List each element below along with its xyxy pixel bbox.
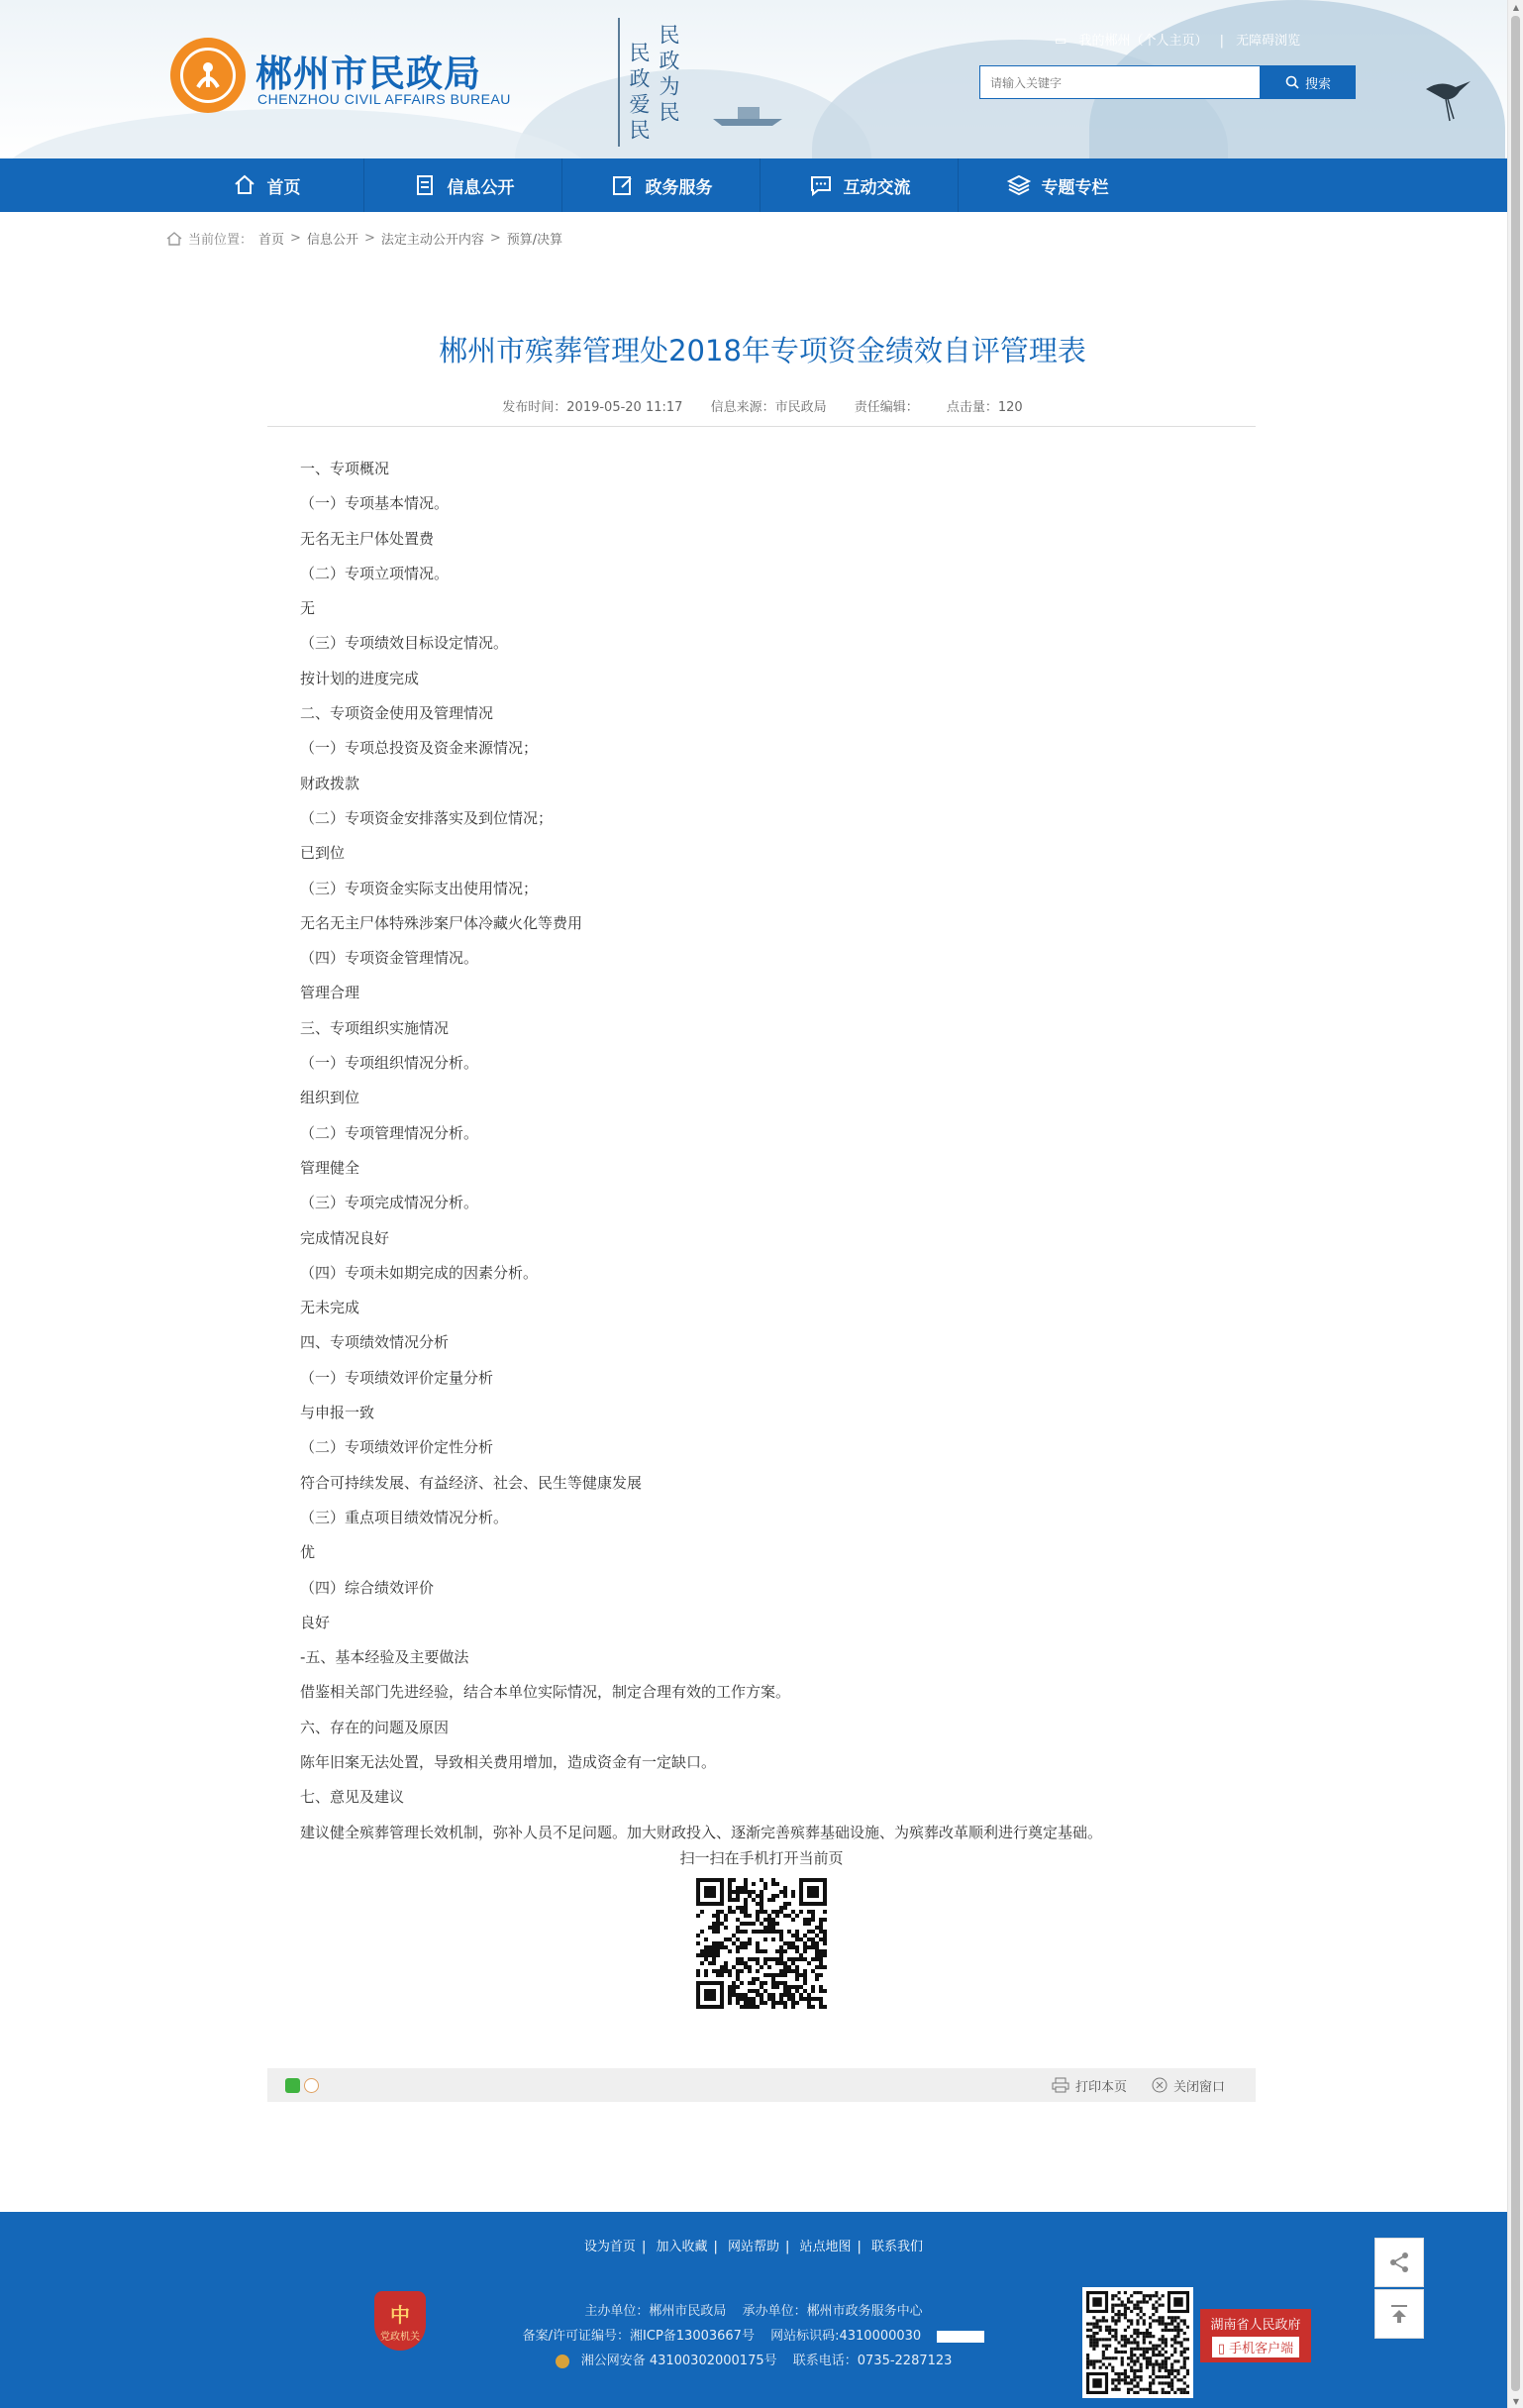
top-link-my-chenzhou[interactable]: 我的郴州（个人主页）: [1078, 34, 1208, 49]
title-divider: [267, 426, 1256, 427]
article-paragraph: 二、专项资金使用及管理情况: [300, 704, 494, 723]
share-icon: [1386, 2250, 1412, 2275]
breadcrumb-prefix: 当前位置：: [188, 233, 254, 248]
boat-icon: [708, 99, 787, 129]
editor: 责任编辑：: [854, 400, 919, 415]
article-paragraph: （二）专项资金安排落实及到位情况；: [300, 808, 554, 827]
site-logo[interactable]: [170, 38, 246, 113]
article-paragraph: 已到位: [300, 844, 346, 863]
nav-item-home[interactable]: [168, 158, 364, 212]
qr-caption: 扫一扫在手机打开当前页: [679, 1849, 844, 1867]
search-input[interactable]: [988, 66, 1250, 100]
footer-link-contact[interactable]: 联系我们: [871, 2240, 924, 2254]
search-button[interactable]: [1261, 65, 1356, 99]
footer-undertaker: 承办单位：郴州市政务服务中心: [742, 2304, 923, 2319]
gov-badge-sub: [1212, 2337, 1299, 2357]
article-title: 郴州市殡葬管理处2018年专项资金绩效自评管理表: [439, 334, 1086, 367]
article-paragraph: 陈年旧案无法处置，导致相关费用增加，造成资金有一定缺口。: [300, 1752, 717, 1771]
footer-site-code: 网站标识码:4310000030: [770, 2329, 922, 2344]
page-qr-code: [696, 1878, 827, 2009]
police-badge-icon: [556, 2355, 569, 2368]
edit-icon: [610, 172, 636, 198]
article-paragraph: 完成情况良好: [300, 1228, 390, 1247]
article-paragraph: 无名无主尸体处置费: [300, 529, 435, 548]
article-paragraph: （三）专项绩效目标设定情况。: [300, 634, 509, 653]
gov-badge-title: 湖南省人民政府: [1210, 2318, 1301, 2333]
breadcrumb-item[interactable]: 首页: [258, 233, 285, 248]
article-paragraph: （三）专项完成情况分析。: [300, 1194, 479, 1212]
back-to-top-icon: [1386, 2301, 1412, 2327]
header: [0, 0, 1507, 158]
breadcrumb: [166, 229, 562, 248]
print-page-button[interactable]: [1052, 2068, 1127, 2102]
article-paragraph: 按计划的进度完成: [300, 669, 420, 687]
article-paragraph: 符合可持续发展、有益经济、社会、民生等健康发展: [300, 1473, 643, 1492]
article-paragraph: （二）专项立项情况。: [300, 564, 450, 582]
article-paragraph: 与申报一致: [300, 1404, 375, 1422]
article-paragraph: 一、专项概况: [300, 460, 390, 477]
article-paragraph: （四）专项资金管理情况。: [300, 949, 479, 968]
article-paragraph: （二）专项绩效评价定性分析: [300, 1438, 494, 1457]
article-paragraph: （一）专项总投资及资金来源情况；: [300, 739, 539, 758]
main-nav: [0, 158, 1507, 212]
article-paragraph: -五、基本经验及主要做法: [300, 1648, 469, 1667]
search-box: [979, 65, 1261, 99]
crane-bird-icon: [1416, 69, 1475, 129]
vertical-scrollbar[interactable]: [1507, 0, 1523, 2408]
breadcrumb-separator: >: [363, 231, 375, 246]
share-icons: [285, 2078, 319, 2093]
nav-label: 信息公开: [447, 177, 515, 198]
scroll-up-arrow-icon[interactable]: ▲: [1512, 2, 1520, 12]
phone-icon: ▯: [1217, 2342, 1225, 2356]
weibo-share-icon[interactable]: [304, 2078, 319, 2093]
nav-item-gov-service[interactable]: [562, 158, 761, 212]
breadcrumb-separator: >: [290, 231, 301, 246]
footer-police[interactable]: 湘公网安备 43100302000175号: [580, 2354, 777, 2368]
article-paragraph: （三）专项资金实际支出使用情况；: [300, 879, 539, 897]
publish-time: 发布时间：2019-05-20 11:17: [502, 400, 683, 415]
nav-item-interaction[interactable]: [761, 158, 959, 212]
article-paragraph: 四、专项绩效情况分析: [300, 1333, 450, 1352]
slogan-calligraphy: [618, 18, 689, 147]
breadcrumb-item[interactable]: 预算/决算: [506, 233, 563, 248]
article-paragraph: 无未完成: [300, 1299, 360, 1317]
top-links: [1055, 30, 1308, 49]
printer-icon: [1052, 2077, 1069, 2093]
footer-link-favorite[interactable]: 加入收藏: [656, 2240, 708, 2254]
article-paragraph: （三）重点项目绩效情况分析。: [300, 1508, 509, 1526]
close-label: 关闭窗口: [1173, 2079, 1226, 2095]
article-paragraph: （二）专项管理情况分析。: [300, 1123, 479, 1142]
footer-link-help[interactable]: 网站帮助: [727, 2240, 779, 2254]
monitor-icon: ▭: [1055, 34, 1067, 49]
article-paragraph: （一）专项绩效评价定量分析: [300, 1368, 494, 1387]
article-paragraph: 管理健全: [300, 1158, 360, 1177]
top-link-accessibility[interactable]: 无障碍浏览: [1236, 34, 1301, 49]
home-icon: [232, 172, 257, 198]
top-link-separator: |: [1219, 34, 1224, 49]
article-paragraph: （一）专项组织情况分析。: [300, 1054, 479, 1073]
back-to-top-button[interactable]: [1374, 2289, 1424, 2339]
article-paragraph: 无: [300, 599, 316, 618]
article-paragraph: （一）专项基本情况。: [300, 494, 450, 513]
footer-host: 主办单位：郴州市民政局: [584, 2304, 727, 2319]
search-button-label: 搜索: [1304, 76, 1331, 92]
breadcrumb-item[interactable]: 法定主动公开内容: [380, 233, 484, 248]
share-bar: [267, 2068, 1256, 2102]
article-paragraph: 组织到位: [300, 1089, 360, 1107]
nav-item-info-disclosure[interactable]: [364, 158, 562, 212]
footer-qr-code: [1082, 2287, 1193, 2398]
site-subtitle: CHENZHOU CIVIL AFFAIRS BUREAU: [257, 91, 511, 107]
article-paragraph: 无名无主尸体特殊涉案尸体冷藏火化等费用: [300, 913, 583, 932]
search-icon: [1285, 75, 1299, 89]
wechat-share-icon[interactable]: [285, 2078, 300, 2093]
footer-links: 设为首页 | 加入收藏 | 网站帮助 | 站点地图 | 联系我们: [583, 2240, 924, 2254]
hunan-gov-app-badge[interactable]: [1200, 2309, 1311, 2362]
nav-label: 政务服务: [645, 177, 713, 198]
info-source: 信息来源：市民政局: [710, 400, 827, 415]
article-paragraph: 七、意见及建议: [300, 1788, 405, 1807]
scrollbar-thumb[interactable]: [1511, 16, 1520, 2391]
article-meta: [267, 396, 1258, 415]
article-paragraph: 三、专项组织实施情况: [300, 1018, 450, 1037]
article-paragraph: 借鉴相关部门先进经验，结合本单位实际情况，制定合理有效的工作方案。: [300, 1683, 791, 1702]
nav-label: 专题专栏: [1041, 177, 1109, 198]
share-float-button[interactable]: [1374, 2238, 1424, 2287]
footer-link-set-home[interactable]: 设为首页: [583, 2240, 636, 2254]
scroll-down-arrow-icon[interactable]: ▼: [1512, 2396, 1520, 2406]
footer-link-sitemap[interactable]: 站点地图: [799, 2240, 852, 2254]
badge-label: 党政机关: [380, 2332, 420, 2343]
slogan-right: 民政为民: [657, 24, 680, 127]
article-paragraph: 六、存在的问题及原因: [300, 1718, 450, 1736]
badge-emblem-icon: 中: [390, 2303, 410, 2327]
layers-icon: [1006, 172, 1032, 198]
article-paragraph: （四）综合绩效评价: [300, 1578, 435, 1597]
chat-icon: [808, 172, 834, 198]
header-mountain-decoration: [0, 109, 594, 158]
article-paragraph: 财政拨款: [300, 774, 360, 792]
article-paragraph: 优: [300, 1543, 316, 1562]
cnzz-stat-icon[interactable]: [937, 2331, 984, 2343]
footer-phone: 联系电话：0735-2287123: [792, 2354, 953, 2368]
nav-label: 互动交流: [843, 177, 911, 198]
nav-label: 首页: [266, 177, 301, 198]
nav-item-special-topics[interactable]: [959, 158, 1156, 212]
home-icon: [166, 232, 182, 246]
slogan-left: 民政爱民: [627, 42, 651, 145]
print-label: 打印本页: [1075, 2079, 1128, 2095]
logo-emblem-icon: [180, 48, 236, 103]
article-paragraph: 管理合理: [300, 984, 360, 1002]
footer: [0, 2212, 1507, 2408]
click-count: 点击量：120: [946, 400, 1023, 415]
article-paragraph: 建议健全殡葬管理长效机制，弥补人员不足问题。加大财政投入、逐渐完善殡葬基础设施、为殡葬改革顺利进行奠定基础。: [300, 1823, 1103, 1841]
breadcrumb-item[interactable]: 信息公开: [306, 233, 358, 248]
article-content: [300, 458, 1231, 1856]
footer-icp[interactable]: 备案/许可证编号：湘ICP备13003667号: [522, 2329, 755, 2344]
gov-badge-sub-label: 手机客户端: [1229, 2342, 1294, 2356]
close-window-button[interactable]: [1152, 2068, 1225, 2102]
article-paragraph: 良好: [300, 1613, 331, 1631]
close-icon: [1152, 2077, 1168, 2093]
article-paragraph: （四）专项未如期完成的因素分析。: [300, 1263, 539, 1282]
breadcrumb-separator: >: [489, 231, 501, 246]
document-icon: [412, 172, 438, 198]
site-title[interactable]: 郴州市民政局: [255, 52, 481, 95]
